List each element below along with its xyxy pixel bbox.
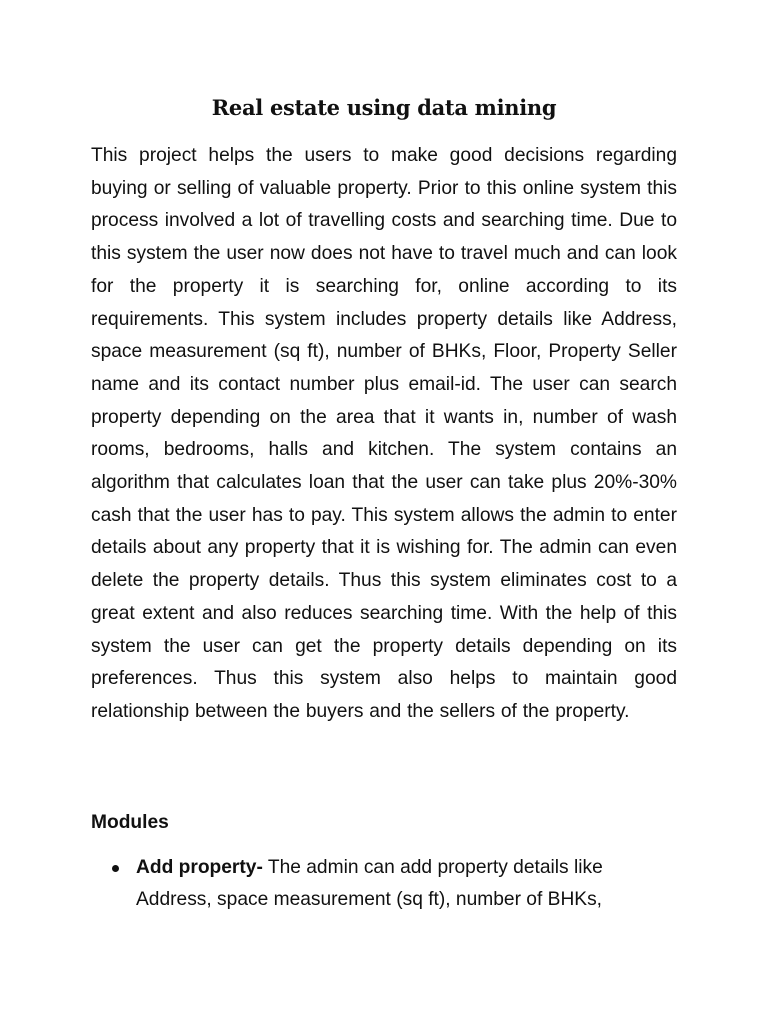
intro-paragraph: This project helps the users to make good decisions regarding buying or selling of valuable property. Prior to this online system this process involved a lot of travelling costs and searching time. Due to this system the user now does not have to travel much and can look for the property it is searching for, online according to its requirements. This system includes property details like Address, space measurement (sq ft), number of BHKs, Floor, Property Seller name and its contact number plus email-id. The user can search property depending on the area that it wants in, number of wash rooms, bedrooms, halls and kitchen. The system contains an algorithm that calculates loan that the user can take plus 20%-30% cash that the user has to pay. This system allows the admin to enter details about any property that it is wishing for. The admin can even delete the property details. Thus this system eliminates cost to a great extent and also reduces searching time. With the help of this system the user can get the property details depending on its preferences. Thus this system also helps to maintain good relationship between the buyers and the sellers of the property.: [91, 145, 677, 722]
document-title: Real estate using data mining: [211, 95, 557, 120]
module-name: Add property-: [136, 857, 263, 878]
bullet-icon: [112, 865, 119, 872]
modules-heading: Modules: [91, 812, 169, 833]
modules-list: [91, 852, 677, 916]
module-item-add-property: [91, 852, 677, 916]
module-description: The admin can add property details like Address, space measurement (sq ft), number of BHKs,: [136, 857, 603, 910]
